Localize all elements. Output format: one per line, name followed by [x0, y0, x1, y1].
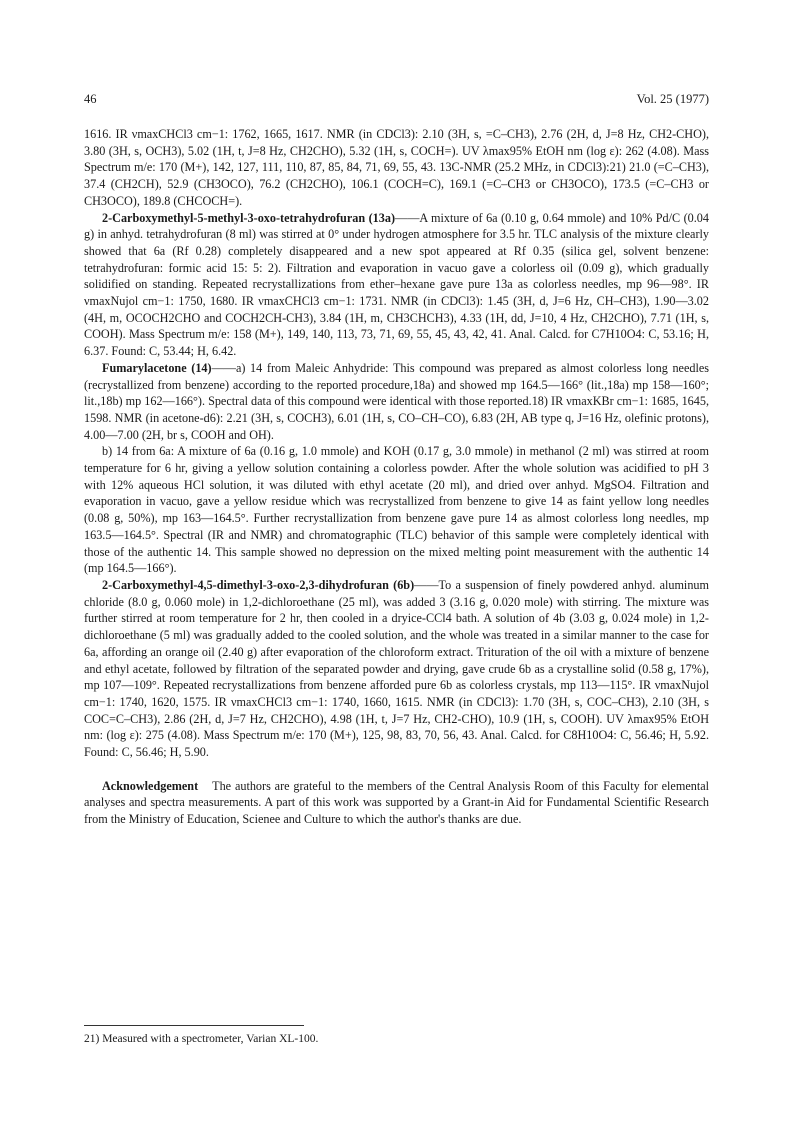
paragraph-compound-data: 1616. IR νmaxCHCl3 cm−1: 1762, 1665, 1617. NMR (in CDCl3): 2.10 (3H, s, =C–CH3), 2.76 (2H, d, J=8 Hz, CH2-CHO), 3.80 (3H, s, OCH3), 5.02 (1H, t, J=8 Hz, CH2CHO), 5.32 (1H, s, COCH=). UV λmax95% EtOH nm (log ε): 262 (4.08). Mass Spectrum m/e: 170 (M+), 142, 127, 111, 110, 87, 85, 84, 71, 69, 55, 43. 13C-NMR (25.2 MHz, in CDCl3):21) 21.0 (=C–CH3), 37.4 (CH2CH), 52.9 (CH3OCO), 76.2 (CH2CHO), 106.1 (COCH=C), 169.1 (=C–CH3 or CH3OCO), 173.5 (=C–CH3 or CH3OCO), 189.8 (CHCOCH=). [84, 127, 709, 208]
acknowledgement-text: The authors are grateful to the members of the Central Analysis Room of this Faculty for elemental analyses and spectra measurements. A part of this work was supported by a Grant-in Aid for Fundamental Scientific Research from the Ministry of Education, Scienee and Culture to which the author's thanks are due. [84, 778, 709, 827]
footnote: 21) Measured with a spectrometer, Varian XL-100. [84, 1033, 319, 1045]
compound-title: 2-Carboxymethyl-4,5-dimethyl-3-oxo-2,3-dihydrofuran (6b) [102, 577, 415, 592]
acknowledgement-heading: Acknowledgement [102, 778, 199, 793]
paragraph-13a: 2-Carboxymethyl-5-methyl-3-oxo-tetrahydrofuran (13a)——A mixture of 6a (0.10 g, 0.64 mmole) and 10% Pd/C (0.04 g) in anhyd. tetrahydrofuran (8 ml) was stirred at 0° under hydrogen atmosphere for 3.5 hr. TLC analysis of the mixture clearly showed that 6a (Rf 0.28) completely disappeared and a new spot appeared at Rf 0.35 (silica gel, solvent benzene: tetrahydrofuran: formic acid 15: 5: 2). Filtration and evaporation in vacuo gave a colorless oil (0.09 g), which gradually solidified on standing. Repeated recrystallizations from ether–hexane gave pure 13a as colorless needles, mp 96—98°. IR νmaxNujol cm−1: 1750, 1680. IR νmaxCHCl3 cm−1: 1731. NMR (in CDCl3): 1.45 (3H, d, J=6 Hz, CH–CH3), 1.90—3.02 (4H, m, OCOCH2CHO and COCH2CH-CH3), 3.84 (1H, m, CH3CHCH3), 4.33 (1H, dd, J=10, 4 Hz, CH2CHO), 7.71 (1H, s, COOH). Mass Spectrum m/e: 158 (M+), 149, 140, 113, 73, 71, 69, 55, 45, 43, 42, 41. Anal. Calcd. for C7H10O4: C, 53.16; H, 6.37. Found: C, 53.44; H, 6.42. [84, 210, 709, 359]
article-body [84, 126, 709, 828]
volume-label: Vol. 25 (1977) [636, 92, 709, 106]
acknowledgement [84, 778, 709, 828]
page-number: 46 [84, 92, 97, 106]
footnote-divider [84, 1025, 304, 1026]
paragraph-14b: b) 14 from 6a: A mixture of 6a (0.16 g, 1.0 mmole) and KOH (0.17 g, 3.0 mmole) in methanol (2 ml) was stirred at room temperature for 6 hr, giving a yellow solution containing a colorless powder. After the whole solution was acidified to pH 3 with 12% aqueous HCl solution, it was diluted with ethyl acetate (20 ml), and dried over anhyd. MgSO4. Filtration and evaporation in vacuo, gave a yellow residue which was recrystallized from benzene to give 14 as faint yellow long needles (0.08 g, 50%), mp 163—164.5°. Further recrystallization from benzene gave pure 14 as almost colorless long needles, mp 163.5—164.5°. Spectral (IR and NMR) and chromatographic (TLC) behavior of this sample were completely identical with those of the authentic 14. This sample showed no depression on the mixed melting point measurement with the authentic 14 (mp 164.5—166°). [84, 444, 709, 576]
compound-title: Fumarylacetone (14) [102, 360, 212, 375]
compound-title: 2-Carboxymethyl-5-methyl-3-oxo-tetrahydrofuran (13a) [102, 210, 396, 225]
paragraph-6b: 2-Carboxymethyl-4,5-dimethyl-3-oxo-2,3-dihydrofuran (6b)——To a suspension of finely powdered anhyd. aluminum chloride (8.0 g, 0.060 mole) in 1,2-dichloroethane (25 ml), was added 3 (3.16 g, 0.020 mole) with stirring. The mixture was further stirred at room temperature for 2 hr, then cooled in a dryice-CCl4 bath. A solution of 4b (3.03 g, 0.024 mole) in 1,2-dichloroethane (5 ml) was gradually added to the cooled solution, and the whole was treated in a similar manner to the case for 6a, affording an orange oil (2.40 g) after evaporation of the chloroform extract. Trituration of the oil with a mixture of benzene and ethyl acetate, followed by filtration of the separated powder and drying, gave crude 6b as a crystalline solid (0.58 g, 17%), mp 107—109°. Repeated recrystallizations from benzene afforded pure 6b as colorless crystals, mp 113—115°. IR νmaxNujol cm−1: 1740, 1620, 1575. IR νmaxCHCl3 cm−1: 1740, 1660, 1615. NMR (in CDCl3): 1.70 (3H, s, COC–CH3), 2.10 (3H, s COC=C–CH3), 2.86 (2H, d, J=7 Hz, CH2CHO), 4.98 (1H, t, J=7 Hz, CH2-CHO), 10.9 (1H, s, COOH). UV λmax95% EtOH nm: (log ε): 275 (4.08). Mass Spectrum m/e: 170 (M+), 125, 98, 83, 70, 56, 43. Anal. Calcd. for C8H10O4: C, 56.46; H, 5.92. Found: C, 56.46; H, 5.90. [84, 577, 709, 760]
paragraph-14a: Fumarylacetone (14)——a) 14 from Maleic Anhydride: This compound was prepared as almost colorless long needles (recrystallized from benzene) according to the reported procedure,18a) and showed mp 164.5—166° (lit.,18a) mp 158—160°; lit.,18b) mp 162—166°). Spectral data of this compound were identical with those reported.18) IR νmaxKBr cm−1: 1685, 1645, 1598. NMR (in acetone-d6): 2.21 (3H, s, COCH3), 6.01 (1H, s, CO–CH–CO), 6.83 (2H, AB type q, J=16 Hz, olefinic protons), 4.00—7.00 (2H, br s, COOH and OH). [84, 360, 709, 442]
page-header [84, 92, 709, 108]
